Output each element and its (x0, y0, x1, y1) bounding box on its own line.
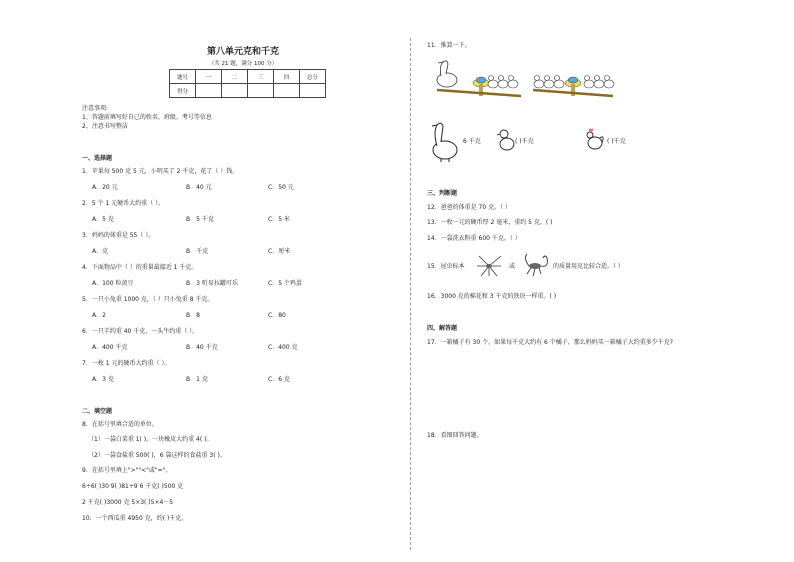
score-cell[interactable] (248, 84, 274, 98)
option-b[interactable]: B．3 听易拉罐可乐 (186, 280, 238, 287)
scorpion-icon (521, 252, 551, 278)
option-a[interactable]: A．5 克 (92, 216, 114, 223)
goose-icon (429, 120, 459, 162)
rooster-icon (585, 128, 603, 152)
question-stem: 6．一只羊约重 40 千克，一头牛约重（ ）。 (82, 328, 199, 335)
option-a[interactable]: A．400 千克 (92, 344, 128, 351)
duck-icon (497, 126, 515, 152)
option-a[interactable]: A．2 (92, 312, 106, 319)
question-text: 或 (509, 263, 516, 270)
question-stem: 4．下面物品中（ ）的重量最接近 1 千克。 (82, 264, 198, 271)
notice-item: 2、注意书写整洁 (82, 123, 128, 130)
score-table-score-row (170, 84, 326, 98)
score-header-cell: 三 (248, 70, 274, 84)
option-a[interactable]: A．克 (92, 248, 109, 255)
section-title-fill: 二、填空题 (82, 408, 113, 415)
question-line[interactable]: 16．3000 克的棉花和 3 千克的铁块一样重。( ) (427, 293, 557, 300)
score-cell[interactable] (222, 84, 248, 98)
option-c[interactable]: C．50 元 (268, 184, 294, 191)
score-table-header-row (170, 70, 326, 84)
section-title-judge: 三、判断题 (427, 190, 458, 197)
duck-weight-blank[interactable]: ( )千克 (515, 138, 534, 145)
option-c[interactable]: C．400 克 (268, 344, 298, 351)
question-line[interactable]: 2 千克( )3000 克 5×3( )5×4－5 (82, 499, 174, 506)
column-divider (410, 38, 411, 550)
question-line[interactable]: 6÷6( )30 9( )81÷9 6 千克( )500 克 (82, 483, 184, 490)
section-title-solve: 四、解答题 (427, 325, 458, 332)
section-title-choice: 一、选择题 (82, 155, 113, 162)
option-a[interactable]: A．20 元 (92, 184, 118, 191)
notice-title: 注意事项: (82, 105, 109, 112)
question-line[interactable]: 的质量用克比较合适。（ ） (553, 263, 624, 270)
score-table (169, 69, 326, 98)
question-stem: 11．推算一下。 (427, 42, 471, 49)
question-stem: 1．苹果每 500 克 5 元，小明买了 2 千克，花了（ ）钱。 (82, 168, 239, 175)
option-a[interactable]: A．100 粒黄豆 (92, 280, 134, 287)
question-text: 15．昆虫标本 (427, 263, 465, 270)
option-c[interactable]: C．6 克 (268, 376, 290, 383)
page-title: 第八单元克和千克 (206, 47, 279, 57)
score-cell[interactable] (274, 84, 300, 98)
option-c[interactable]: C．5 米 (268, 216, 290, 223)
option-c[interactable]: C．80 (268, 312, 286, 319)
option-b[interactable]: B．千克 (186, 248, 209, 255)
score-header-cell: 二 (222, 70, 248, 84)
option-b[interactable]: B．40 千克 (186, 344, 218, 351)
option-c[interactable]: C．5 个鸡蛋 (268, 280, 302, 287)
question-stem: 18．看图回答问题。 (427, 432, 483, 439)
balance-scale-goose-ducks-image (433, 56, 525, 104)
question-stem: 3．妈妈的体重是 55（ ）。 (82, 232, 155, 239)
question-line[interactable]: 10．一个西瓜重 4950 克，约( )千克。 (82, 515, 188, 522)
question-stem: 8．在括号里填合适的单位。 (82, 421, 158, 428)
question-line[interactable]: 14．一袋洗衣粉重 600 千克。（ ） (427, 235, 521, 242)
question-stem: 9．在括号里填上">""<"或"="。 (82, 467, 172, 474)
mosquito-icon (475, 252, 505, 278)
balance-scale-ducks-image (531, 62, 615, 104)
option-c[interactable]: C．厘米 (268, 248, 291, 255)
question-stem: 7．一枚 1 元的硬币大约重（ ）。 (82, 360, 171, 367)
option-b[interactable]: B．8 (186, 312, 200, 319)
question-stem: 17．一箱橘子有 30 个，如果每千克大约有 6 个橘子，那么妈妈买一箱橘子大约重多少千克? (427, 339, 673, 346)
score-header-cell: 四 (274, 70, 300, 84)
goose-weight-label: 6 千克 (463, 138, 481, 145)
option-b[interactable]: B．1 克 (186, 376, 208, 383)
score-cell[interactable] (196, 84, 222, 98)
score-header-cell: 总分 (300, 70, 326, 84)
notice-item: 1、答题前填写好自己的姓名、班级、考号等信息 (82, 114, 212, 121)
option-b[interactable]: B．5 千克 (186, 216, 214, 223)
score-header-cell: 题号 (170, 70, 196, 84)
page-subtitle: （共 21 题，满分 100 分） (208, 61, 278, 67)
score-header-cell: 一 (196, 70, 222, 84)
question-line[interactable]: （1）一袋白菜重 1( )。一块橡皮大约重 4( )。 (88, 436, 213, 443)
option-a[interactable]: A．3 克 (92, 376, 114, 383)
question-line[interactable]: 12．爸爸的体重是 70 克。（ ） (427, 204, 511, 211)
rooster-weight-blank[interactable]: ( )千克 (607, 138, 626, 145)
option-b[interactable]: B．40 元 (186, 184, 212, 191)
question-line[interactable]: 13．一枚一元的硬币厚 2 毫米，重约 5 克。( ) (427, 219, 553, 226)
score-row-label: 得分 (170, 84, 196, 98)
question-stem: 5．一只小兔重 1000 克，（ ）只小兔重 8 千克。 (82, 296, 214, 303)
question-line[interactable]: （2）一袋食盐重 500( )，6 袋这样的食盐重 3( )。 (88, 452, 226, 459)
score-cell[interactable] (300, 84, 326, 98)
question-stem: 2．5 个 1 元硬币大约重（ ）。 (82, 200, 165, 207)
